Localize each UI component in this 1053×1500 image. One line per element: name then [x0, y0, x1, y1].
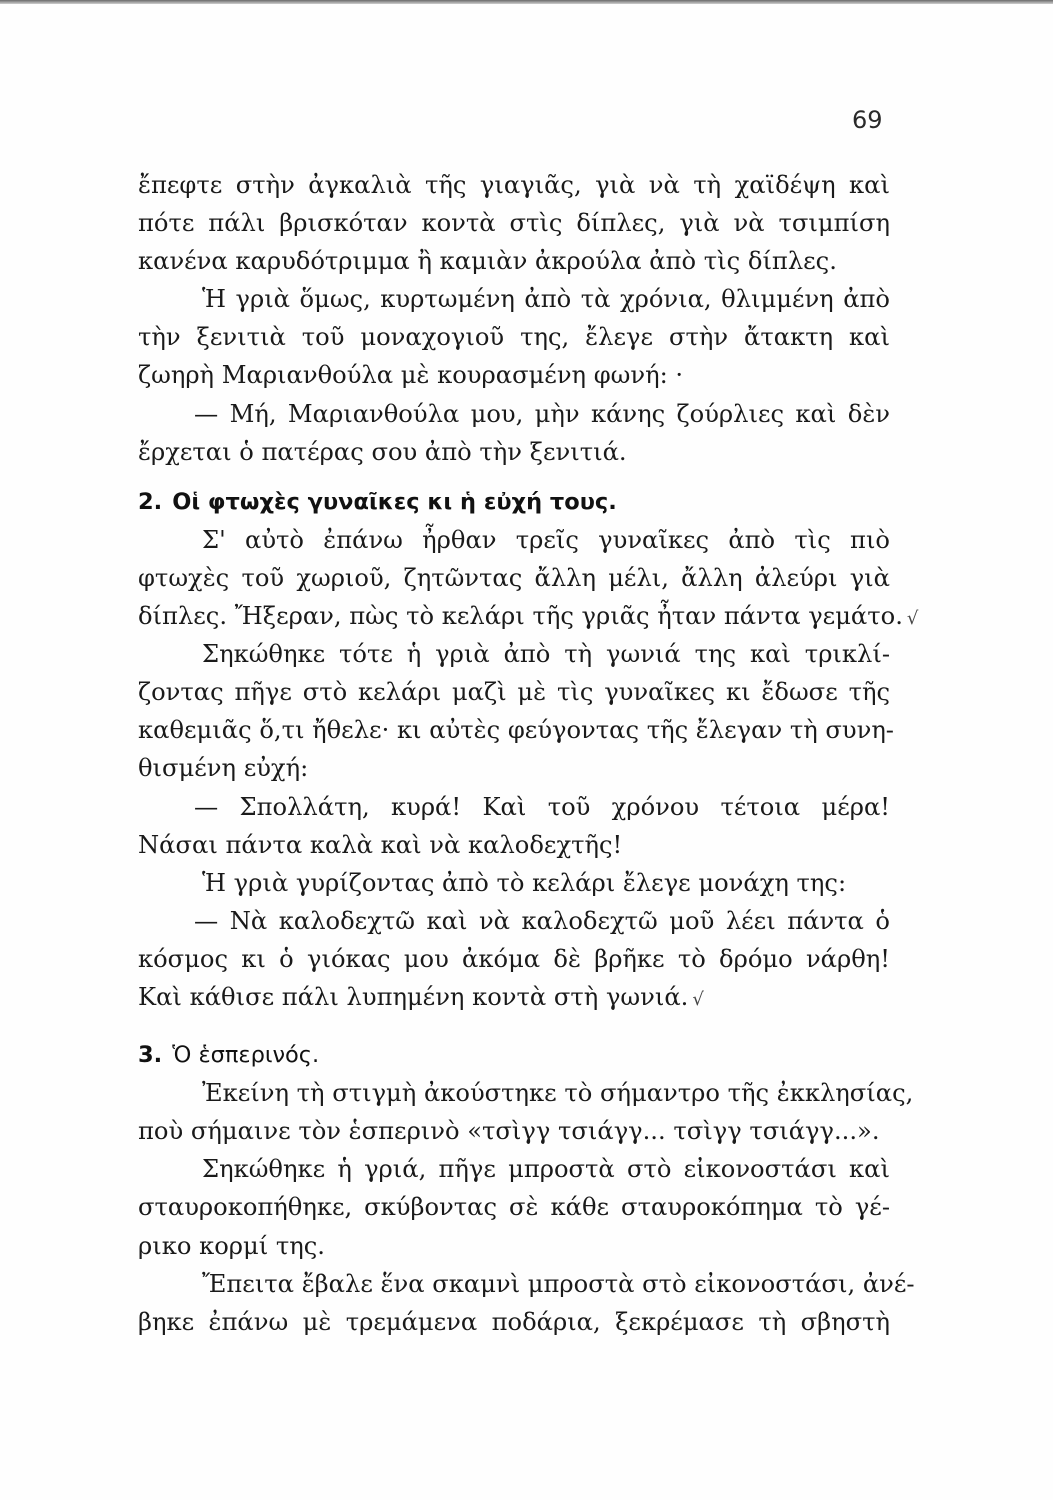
paragraph: [138, 1150, 890, 1264]
text-line: Σ' αὐτὸ ἐπάνω ἦρθαν τρεῖς γυναῖκες ἀπὸ τὶς πιὸ: [202, 525, 890, 554]
section-heading: [138, 483, 890, 521]
text-line: [138, 597, 919, 635]
page-number: 69: [852, 106, 883, 134]
text-line: καθεμιᾶς ὅ,τι ἤθελε· κι αὐτὲς φεύγοντας τῆς ἔλεγαν τὴ συνη-: [138, 716, 894, 745]
check-mark-icon: √: [906, 608, 919, 630]
text-line: πότε πάλι βρισκόταν κοντὰ στὶς δίπλες, γιὰ νὰ τσιμπίση: [138, 209, 890, 238]
section-number: 2.: [138, 488, 163, 515]
text-line: ἔρχεται ὁ πατέρας σου ἀπὸ τὴν ξενιτιά.: [138, 437, 627, 466]
paragraph: [138, 166, 890, 280]
dialogue-paragraph: [138, 788, 890, 864]
text-line: θισμένη εὐχή:: [138, 754, 309, 783]
section-number: 3.: [138, 1042, 163, 1069]
page-body: [138, 166, 919, 1341]
dialogue-paragraph: [138, 395, 890, 471]
spacer: [138, 471, 890, 483]
text-line: κανένα καρυδότριμμα ἢ καμιὰν ἀκρούλα ἀπὸ τὶς δίπλες.: [138, 247, 837, 276]
section-title: Οἱ φτωχὲς γυναῖκες κι ἡ εὐχή τους.: [172, 488, 617, 515]
text-line-content: δίπλες. Ἤξεραν, πὼς τὸ κελάρι τῆς γριᾶς ἦταν πάντα γεμάτο.: [138, 602, 903, 631]
paragraph: [138, 864, 890, 902]
text-line: σταυροκοπήθηκε, σκύβοντας σὲ κάθε σταυροκόπημα τὸ γέ-: [138, 1193, 890, 1222]
text-line: Ἐκείνη τὴ στιγμὴ ἀκούστηκε τὸ σήμαντρο τῆς ἐκκλησίας,: [202, 1079, 914, 1108]
text-line: Ἡ γριὰ ὅμως, κυρτωμένη ἀπὸ τὰ χρόνια, θλιμμένη ἀπὸ: [202, 285, 890, 314]
text-line: ποὺ σήμαινε τὸν ἑσπερινὸ «τσὶγγ τσιάγγ... τσὶγγ τσιάγγ...».: [138, 1117, 880, 1146]
text-line: Νάσαι πάντα καλὰ καὶ νὰ καλοδεχτῆς!: [138, 830, 623, 859]
section-heading: [138, 1036, 890, 1074]
page-top-edge: [0, 0, 1053, 4]
dialogue-paragraph: [138, 902, 890, 1016]
text-line: — Νὰ καλοδεχτῶ καὶ νὰ καλοδεχτῶ μοῦ λέει πάντα ὁ: [194, 906, 890, 935]
text-line: φτωχὲς τοῦ χωριοῦ, ζητῶντας ἄλλη μέλι, ἄλλη ἀλεύρι γιὰ: [138, 563, 890, 592]
text-line: ἔπεφτε στὴν ἀγκαλιὰ τῆς γιαγιᾶς, γιὰ νὰ τὴ χαϊδέψη καὶ: [138, 171, 890, 199]
text-line: τὴν ξενιτιὰ τοῦ μοναχογιοῦ της, ἔλεγε στὴν ἄτακτη καὶ: [138, 323, 890, 352]
text-line: ζοντας πῆγε στὸ κελάρι μαζὶ μὲ τὶς γυναῖκες κι ἔδωσε τῆς: [138, 678, 890, 707]
text-line: Σηκώθηκε τότε ἡ γριὰ ἀπὸ τὴ γωνιά της καὶ τρικλί-: [202, 640, 890, 669]
text-line: βηκε ἐπάνω μὲ τρεμάμενα ποδάρια, ξεκρέμασε τὴ σβηστὴ: [138, 1307, 890, 1336]
text-line: ρικο κορμί της.: [138, 1231, 325, 1260]
paragraph: [138, 1265, 915, 1341]
text-line: κόσμος κι ὁ γιόκας μου ἀκόμα δὲ βρῆκε τὸ δρόμο νάρθη!: [138, 944, 890, 973]
check-mark-icon: √: [692, 988, 704, 1010]
spacer: [138, 1016, 890, 1036]
text-line-content: Καὶ κάθισε πάλι λυπημένη κοντὰ στὴ γωνιά.: [138, 982, 689, 1011]
text-line: Ἡ γριὰ γυρίζοντας ἀπὸ τὸ κελάρι ἔλεγε μονάχη της:: [202, 868, 847, 897]
text-line: — Σπολλάτη, κυρά! Καὶ τοῦ χρόνου τέτοια μέρα!: [194, 792, 890, 821]
text-line: ζωηρὴ Μαριανθούλα μὲ κουρασμένη φωνή: ·: [138, 361, 684, 390]
paragraph: [138, 635, 894, 787]
paragraph: [138, 280, 890, 394]
text-line: Ἔπειτα ἔβαλε ἕνα σκαμνὶ μπροστὰ στὸ εἰκονοστάσι, ἀνέ-: [202, 1269, 915, 1298]
paragraph: [138, 1074, 914, 1150]
section-title: Ὁ ἑσπερινός.: [172, 1042, 320, 1069]
text-line: [138, 978, 890, 1016]
text-line: Σηκώθηκε ἡ γριά, πῆγε μπροστὰ στὸ εἰκονοστάσι καὶ: [202, 1155, 890, 1184]
paragraph: [138, 521, 919, 635]
text-line: — Μή, Μαριανθούλα μου, μὴν κάνης ζούρλιες καὶ δὲν: [194, 399, 890, 428]
